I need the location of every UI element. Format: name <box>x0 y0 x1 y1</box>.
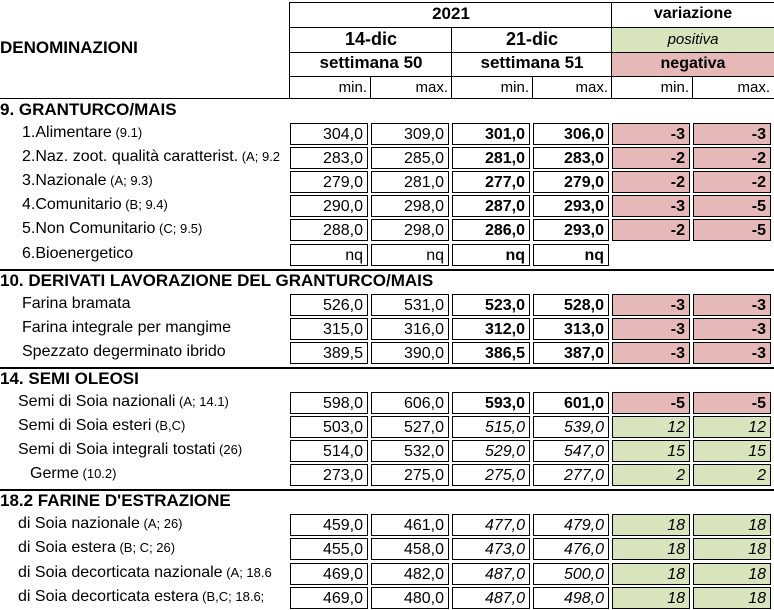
value-week-50: 526,0 <box>290 294 368 316</box>
variation-value: -2 <box>693 171 771 193</box>
variation-value: -2 <box>612 219 690 241</box>
row-name: 5.Non Comunitario <box>22 220 156 238</box>
variation-value: 12 <box>693 416 771 438</box>
value-week-51: 275,0 <box>452 464 530 486</box>
row-reference: (A; 26) <box>139 516 183 532</box>
section-title: 18.2 FARINE D'ESTRAZIONE <box>0 491 231 511</box>
row-name: Farina integrale per mangime <box>22 318 231 336</box>
variation-value: -3 <box>612 294 690 316</box>
value-week-50: 531,0 <box>371 294 449 316</box>
value-week-50: 469,0 <box>290 587 368 609</box>
value-week-51: 477,0 <box>452 514 530 536</box>
section-title: 9. GRANTURCO/MAIS <box>0 100 177 119</box>
row-label <box>0 170 289 192</box>
variation-value <box>612 244 690 266</box>
value-week-51: 277,0 <box>533 464 609 486</box>
value-week-51: 487,0 <box>452 563 530 585</box>
variation-value: -3 <box>612 342 690 364</box>
header-line <box>290 52 774 53</box>
row-name: 4.Comunitario <box>22 196 122 214</box>
value-week-50: 316,0 <box>371 318 449 340</box>
row-reference: (A; 14.1) <box>175 393 229 409</box>
value-week-51: 500,0 <box>533 563 609 585</box>
row-label <box>0 243 289 265</box>
variation-value: 18 <box>693 538 771 560</box>
variation-value: 12 <box>612 416 690 438</box>
row-reference: (10.2) <box>78 466 117 482</box>
date-header-2: 21-dic <box>505 29 559 49</box>
variation-value: -3 <box>612 318 690 340</box>
value-week-51: 528,0 <box>533 294 609 316</box>
date-header-1: 14-dic <box>344 29 398 49</box>
variation-value: -5 <box>612 392 690 414</box>
variation-value: 15 <box>612 440 690 462</box>
variation-value: 15 <box>693 440 771 462</box>
variation-value: 2 <box>612 464 690 486</box>
value-week-50: 503,0 <box>290 416 368 438</box>
row-label <box>0 513 289 535</box>
row-label <box>0 293 289 315</box>
value-week-50: 285,0 <box>371 147 449 169</box>
row-reference: (B,C; 18.6; <box>198 588 265 604</box>
row-label <box>0 317 289 339</box>
row-reference: (26) <box>215 442 243 458</box>
value-week-50: 288,0 <box>290 219 368 241</box>
value-week-51: 529,0 <box>452 440 530 462</box>
row-reference: (A; 9.3) <box>106 173 153 189</box>
row-reference: (A; 18.6 <box>222 564 272 580</box>
value-week-51: 523,0 <box>452 294 530 316</box>
variation-value: -2 <box>612 171 690 193</box>
row-name: Farina bramata <box>22 294 131 312</box>
variation-value: -3 <box>693 342 771 364</box>
section-title: 10. DERIVATI LAVORAZIONE DEL GRANTURCO/MAIS <box>0 270 434 290</box>
value-week-50: 298,0 <box>371 219 449 241</box>
row-label <box>0 122 289 144</box>
variation-value: 18 <box>612 514 690 536</box>
row-name: 6.Bioenergetico <box>22 244 134 262</box>
value-week-51: 293,0 <box>533 219 609 241</box>
value-week-50: 606,0 <box>371 392 449 414</box>
value-week-50: 309,0 <box>371 123 449 145</box>
row-label <box>0 341 289 363</box>
row-reference: (9.1) <box>111 125 143 140</box>
variation-value: 18 <box>693 563 771 585</box>
value-week-51: 593,0 <box>452 392 530 414</box>
column-header-denominazioni: DENOMINAZIONI <box>0 38 138 57</box>
row-label <box>0 562 289 584</box>
value-week-50: 389,5 <box>290 342 368 364</box>
row-name: 2.Naz. zoot. qualità caratterist. <box>22 148 239 166</box>
row-name: di Soia decorticata estera <box>18 587 199 605</box>
value-week-50: 283,0 <box>290 147 368 169</box>
max-header: max. <box>737 79 770 96</box>
value-week-51: 293,0 <box>533 195 609 217</box>
value-week-51: 547,0 <box>533 440 609 462</box>
value-week-51: 312,0 <box>452 318 530 340</box>
max-header: max. <box>415 79 448 96</box>
variation-value: -5 <box>693 195 771 217</box>
value-week-51: 539,0 <box>533 416 609 438</box>
value-week-51: 301,0 <box>452 123 530 145</box>
value-week-50: 290,0 <box>290 195 368 217</box>
value-week-50: 459,0 <box>290 514 368 536</box>
row-label <box>0 415 289 437</box>
row-name: di Soia nazionale <box>18 515 140 533</box>
variation-value: -5 <box>693 392 771 414</box>
value-week-50: 598,0 <box>290 392 368 414</box>
row-name: Semi di Soia esteri <box>18 417 152 434</box>
value-week-50: 298,0 <box>371 195 449 217</box>
value-week-50: 304,0 <box>290 123 368 145</box>
value-week-50: 273,0 <box>290 464 368 486</box>
variazione-positiva: positiva <box>612 28 774 52</box>
row-name: Semi di Soia integrali tostati <box>18 441 216 459</box>
row-label <box>0 146 289 168</box>
value-week-50: 275,0 <box>371 464 449 486</box>
value-week-50: nq <box>371 244 449 266</box>
value-week-50: nq <box>290 244 368 266</box>
value-week-50: 455,0 <box>290 538 368 560</box>
min-header: min. <box>338 79 367 96</box>
value-week-51: 387,0 <box>533 342 609 364</box>
value-week-50: 281,0 <box>371 171 449 193</box>
week-header-2: settimana 51 <box>480 53 584 72</box>
value-week-50: 458,0 <box>371 538 449 560</box>
value-week-51: 476,0 <box>533 538 609 560</box>
value-week-51: 281,0 <box>452 147 530 169</box>
row-label <box>0 537 289 559</box>
value-week-51: 306,0 <box>533 123 609 145</box>
row-reference: (A; 9.2 <box>238 149 281 165</box>
value-week-51: 279,0 <box>533 171 609 193</box>
variazione-negativa: negativa <box>612 52 774 76</box>
value-week-50: 532,0 <box>371 440 449 462</box>
year-header: 2021 <box>432 4 470 23</box>
row-label <box>0 586 289 608</box>
row-reference: (B; 9.4) <box>121 197 168 213</box>
variation-value: -3 <box>612 123 690 145</box>
variation-value: -3 <box>693 318 771 340</box>
week-header-1: settimana 50 <box>319 53 423 72</box>
variation-value: 18 <box>693 587 771 609</box>
variation-value: -5 <box>693 219 771 241</box>
row-name: di Soia estera <box>18 539 116 557</box>
row-reference: (B,C) <box>151 418 186 433</box>
variation-value <box>693 244 771 266</box>
row-label <box>0 463 289 485</box>
value-week-50: 482,0 <box>371 563 449 585</box>
value-week-50: 527,0 <box>371 416 449 438</box>
variation-value: -3 <box>693 123 771 145</box>
value-week-50: 469,0 <box>290 563 368 585</box>
value-week-50: 315,0 <box>290 318 368 340</box>
row-name: Spezzato degerminato ibrido <box>22 342 226 360</box>
variation-value: 18 <box>612 563 690 585</box>
section-title: 14. SEMI OLEOSI <box>0 368 139 388</box>
value-week-51: 601,0 <box>533 392 609 414</box>
header-line-top <box>290 2 774 3</box>
value-week-51: 286,0 <box>452 219 530 241</box>
row-label <box>0 194 289 216</box>
value-week-51: 283,0 <box>533 147 609 169</box>
variation-value: 18 <box>612 538 690 560</box>
value-week-51: 487,0 <box>452 587 530 609</box>
value-week-51: nq <box>533 244 609 266</box>
row-label <box>0 218 289 240</box>
variation-value: 18 <box>612 587 690 609</box>
variation-value: 18 <box>693 514 771 536</box>
variazione-header: variazione <box>653 5 733 22</box>
value-week-51: 287,0 <box>452 195 530 217</box>
value-week-51: 386,5 <box>452 342 530 364</box>
value-week-50: 279,0 <box>290 171 368 193</box>
value-week-50: 514,0 <box>290 440 368 462</box>
header-line <box>290 27 774 28</box>
value-week-50: 480,0 <box>371 587 449 609</box>
row-reference: (B; C; 26) <box>115 540 176 556</box>
variation-value: -2 <box>612 147 690 169</box>
min-header: min. <box>500 79 529 96</box>
row-name: Semi di Soia nazionali <box>18 392 176 410</box>
row-name: 1.Alimentare <box>22 124 112 141</box>
value-week-51: 313,0 <box>533 318 609 340</box>
variation-value: -3 <box>612 195 690 217</box>
row-name: Germe <box>30 465 79 483</box>
value-week-51: 277,0 <box>452 171 530 193</box>
min-header: min. <box>660 79 689 96</box>
max-header: max. <box>575 79 608 96</box>
row-label <box>0 439 289 461</box>
row-reference: (C; 9.5) <box>155 221 203 237</box>
row-name: 3.Nazionale <box>22 172 107 190</box>
variation-value: -3 <box>693 294 771 316</box>
variation-value: 2 <box>693 464 771 486</box>
row-label <box>0 391 289 413</box>
value-week-51: nq <box>452 244 530 266</box>
value-week-51: 479,0 <box>533 514 609 536</box>
value-week-51: 498,0 <box>533 587 609 609</box>
row-name: di Soia decorticata nazionale <box>18 563 223 581</box>
value-week-51: 515,0 <box>452 416 530 438</box>
value-week-50: 390,0 <box>371 342 449 364</box>
value-week-51: 473,0 <box>452 538 530 560</box>
variation-value: -2 <box>693 147 771 169</box>
value-week-50: 461,0 <box>371 514 449 536</box>
